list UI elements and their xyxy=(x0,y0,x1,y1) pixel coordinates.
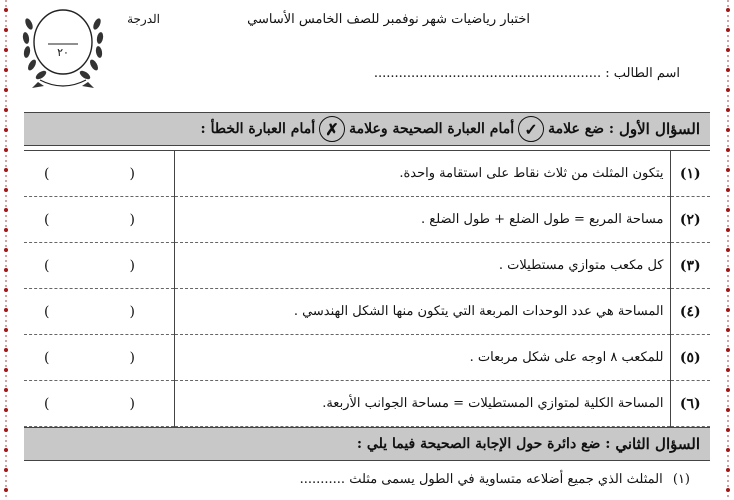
answer-close-paren: ) xyxy=(129,165,135,182)
answer-open-paren: ( xyxy=(44,211,50,228)
question2-item-text: المثلث الذي جميع أضلاعه متساوية في الطول يسمى مثلث ........... xyxy=(299,472,663,487)
question1-header xyxy=(24,112,710,146)
student-name-field[interactable]: ....................................................... xyxy=(373,66,602,81)
student-name-label: اسم الطالب : xyxy=(605,66,680,81)
item-number: (٣) xyxy=(670,243,710,289)
exam-page xyxy=(14,0,720,500)
answer-open-paren: ( xyxy=(44,303,50,320)
item-number: (٢) xyxy=(670,197,710,243)
answer-box[interactable] xyxy=(24,335,174,381)
check-mark-icon: ✓ xyxy=(518,116,544,142)
question2-header xyxy=(24,427,710,461)
question1-instruction-mid: أمام العبارة الصحيحة وعلامة xyxy=(349,121,515,137)
answer-open-paren: ( xyxy=(44,395,50,412)
item-statement: المساحة الكلية لمتوازي المستطيلات = مساحة الجوانب الأربعة. xyxy=(174,381,670,427)
question1-instruction-suffix: أمام العبارة الخطأ : xyxy=(200,121,316,137)
table-row xyxy=(24,197,710,243)
true-false-table xyxy=(24,150,710,427)
answer-close-paren: ) xyxy=(129,257,135,274)
answer-box[interactable] xyxy=(24,289,174,335)
answer-open-paren: ( xyxy=(44,349,50,366)
decorative-border-right xyxy=(722,0,734,500)
exam-title: اختبار رياضيات شهر نوفمبر للصف الخامس الأساسي xyxy=(247,12,530,27)
table-row xyxy=(24,381,710,427)
question2-instruction: : ضع دائرة حول الإجابة الصحيحة فيما يلي : xyxy=(356,436,611,452)
item-statement: المساحة هي عدد الوحدات المربعة التي يتكون منها الشكل الهندسي . xyxy=(174,289,670,335)
item-statement: يتكون المثلث من ثلاث نقاط على استقامة واحدة. xyxy=(174,151,670,197)
item-number: (٦) xyxy=(670,381,710,427)
table-row xyxy=(24,243,710,289)
question2-item xyxy=(300,472,690,487)
answer-box[interactable] xyxy=(24,197,174,243)
item-statement: للمكعب ٨ اوجه على شكل مربعات . xyxy=(174,335,670,381)
answer-close-paren: ) xyxy=(129,349,135,366)
table-row xyxy=(24,289,710,335)
item-statement: مساحة المربع = طول الضلع + طول الضلع . xyxy=(174,197,670,243)
student-name-line xyxy=(374,66,680,81)
answer-box[interactable] xyxy=(24,381,174,427)
decorative-border-left xyxy=(0,0,12,500)
table-row xyxy=(24,151,710,197)
question1-title: السؤال الأول xyxy=(618,120,700,138)
answer-close-paren: ) xyxy=(129,395,135,412)
cross-mark-icon: ✗ xyxy=(319,116,345,142)
item-number: (١) xyxy=(670,151,710,197)
grade-label: الدرجة xyxy=(127,12,160,26)
item-number: (٤) xyxy=(670,289,710,335)
question2-title: السؤال الثاني xyxy=(615,435,700,453)
item-number: (٥) xyxy=(670,335,710,381)
item-statement: كل مكعب متوازي مستطيلات . xyxy=(174,243,670,289)
question1-instruction-prefix: : ضع علامة xyxy=(548,121,615,137)
answer-open-paren: ( xyxy=(44,165,50,182)
question2-item-number: (١) xyxy=(672,472,690,487)
answer-box[interactable] xyxy=(24,151,174,197)
answer-open-paren: ( xyxy=(44,257,50,274)
table-row xyxy=(24,335,710,381)
answer-close-paren: ) xyxy=(129,211,135,228)
answer-box[interactable] xyxy=(24,243,174,289)
score-denominator: ٢٠ xyxy=(57,46,69,59)
answer-close-paren: ) xyxy=(129,303,135,320)
